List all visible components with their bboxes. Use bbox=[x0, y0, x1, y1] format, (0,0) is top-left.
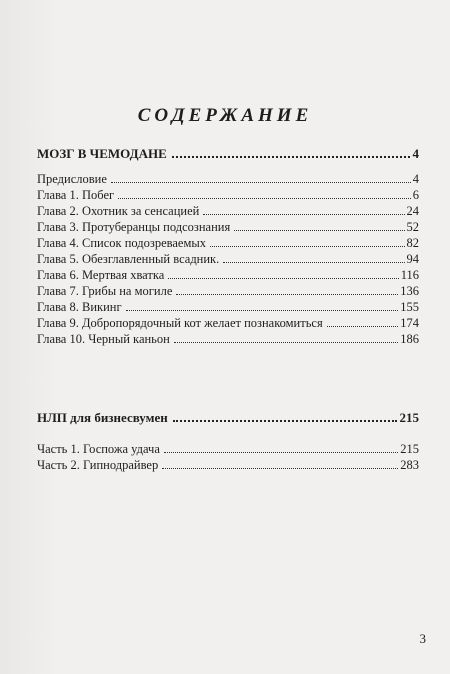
toc-entry bbox=[37, 283, 419, 299]
toc-entry bbox=[37, 299, 419, 315]
toc-entry-page: 82 bbox=[406, 236, 419, 250]
toc-entry-label: Часть 2. Гипнодрайвер bbox=[37, 458, 159, 472]
dot-leader bbox=[164, 452, 398, 453]
section-page-number: 4 bbox=[412, 146, 419, 161]
toc-entry-page: 6 bbox=[412, 188, 419, 202]
toc-entry bbox=[37, 457, 419, 473]
toc-entry bbox=[37, 331, 419, 347]
dot-leader bbox=[174, 342, 398, 343]
page-number: 3 bbox=[419, 631, 426, 646]
dot-leader bbox=[162, 468, 398, 469]
toc-entry-label: Глава 5. Обезглавленный всадник. bbox=[37, 252, 220, 266]
toc-entry bbox=[37, 219, 419, 235]
dot-leader bbox=[118, 198, 411, 199]
contents-title: СОДЕРЖАНИЕ bbox=[137, 105, 313, 126]
toc-entry-label: Часть 1. Госпожа удача bbox=[37, 442, 160, 456]
toc-entry-page: 186 bbox=[400, 332, 419, 346]
toc-entry bbox=[37, 235, 419, 251]
toc-entry-page: 94 bbox=[406, 252, 419, 266]
toc-list bbox=[37, 171, 419, 347]
toc-entry bbox=[37, 203, 419, 219]
dot-leader bbox=[173, 420, 397, 422]
dot-leader bbox=[223, 262, 404, 263]
toc-entry bbox=[37, 251, 419, 267]
dot-leader bbox=[327, 326, 399, 327]
toc-entry bbox=[37, 441, 419, 457]
section-title: МОЗГ В ЧЕМОДАНЕ bbox=[37, 146, 167, 161]
toc-entry-page: 24 bbox=[406, 204, 419, 218]
section-title: НЛП для бизнесвумен bbox=[37, 410, 168, 425]
toc-entry bbox=[37, 315, 419, 331]
toc-entry-label: Глава 1. Побег bbox=[37, 188, 115, 202]
toc-entry-page: 155 bbox=[400, 300, 419, 314]
toc-entry-page: 283 bbox=[400, 458, 419, 472]
toc-entry-page: 136 bbox=[400, 284, 419, 298]
section-heading bbox=[37, 410, 419, 426]
toc-entry-page: 215 bbox=[400, 442, 419, 456]
dot-leader bbox=[168, 278, 398, 279]
toc-entry-label: Глава 2. Охотник за сенсацией bbox=[37, 204, 200, 218]
toc-entry-label: Глава 3. Протуберанцы подсознания bbox=[37, 220, 231, 234]
dot-leader bbox=[126, 310, 399, 311]
section-page-number: 215 bbox=[399, 410, 419, 425]
toc-entry bbox=[37, 187, 419, 203]
toc-entry-page: 174 bbox=[400, 316, 419, 330]
dot-leader bbox=[203, 214, 404, 215]
toc-entry-page: 4 bbox=[412, 172, 419, 186]
toc-entry-label: Глава 7. Грибы на могиле bbox=[37, 284, 173, 298]
toc-entry-label: Глава 9. Добропорядочный кот желает познакомиться bbox=[37, 316, 323, 330]
toc-entry-page: 52 bbox=[406, 220, 419, 234]
toc-entry-page: 116 bbox=[400, 268, 419, 282]
dot-leader bbox=[176, 294, 398, 295]
toc-entry bbox=[37, 171, 419, 187]
section-heading bbox=[37, 146, 419, 162]
toc-entry bbox=[37, 267, 419, 283]
dot-leader bbox=[234, 230, 404, 231]
dot-leader bbox=[210, 246, 404, 247]
toc-entry-label: Предисловие bbox=[37, 172, 107, 186]
dot-leader bbox=[172, 156, 410, 158]
toc-entry-label: Глава 10. Черный каньон bbox=[37, 332, 170, 346]
toc-entry-label: Глава 8. Викинг bbox=[37, 300, 122, 314]
toc-list bbox=[37, 441, 419, 473]
toc-entry-label: Глава 6. Мертвая хватка bbox=[37, 268, 165, 282]
toc-entry-label: Глава 4. Список подозреваемых bbox=[37, 236, 207, 250]
dot-leader bbox=[111, 182, 411, 183]
